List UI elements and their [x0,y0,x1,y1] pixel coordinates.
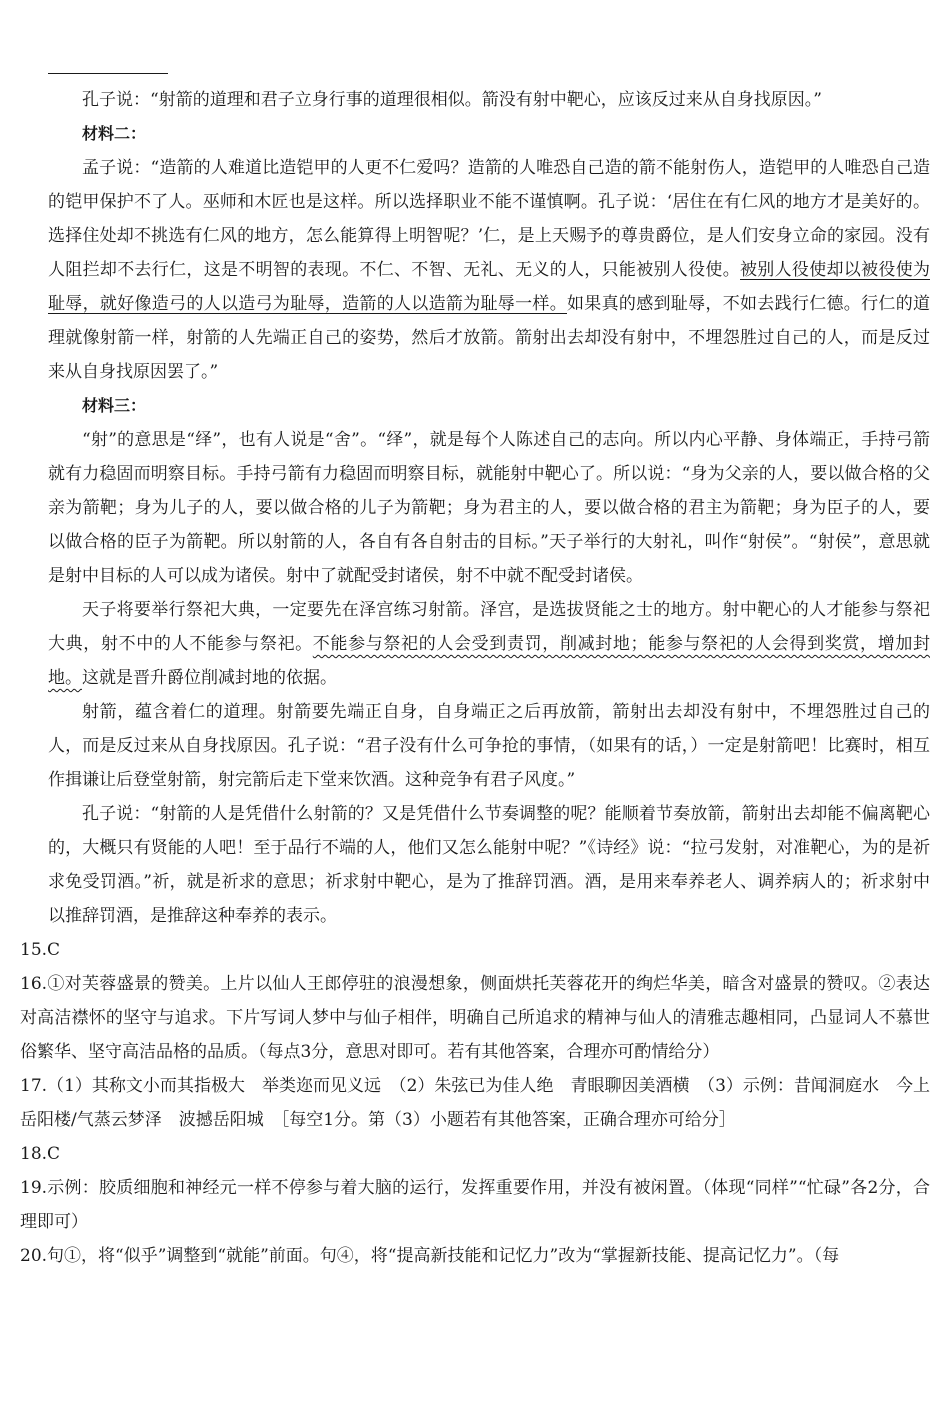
answer-text: 示例：胶质细胞和神经元一样不停参与着大脑的运行，发挥重要作用，并没有被闲置。（体现“同样”“忙碌”各2分，合理即可） [20,1178,930,1232]
answer-number: 15. [20,940,48,960]
material2-text-post: 如果真的感到耻辱，不如去践行仁德。行仁的道理就像射箭一样，射箭的人先端正自己的姿势，然后才放箭。箭射出去却没有射中，不埋怨胜过自己的人，而是反过来从自身找原因罢了。” [48,294,930,382]
material3-paragraph-1: “射”的意思是“绎”，也有人说是“舍”。“绎”，就是每个人陈述自己的志向。所以内心平静、身体端正，手持弓箭就有力稳固而明察目标。手持弓箭有力稳固而明察目标，就能射中靶心了。所以说：“身为父亲的人，要以做合格的父亲为箭靶；身为儿子的人，要以做合格的儿子为箭靶；身为君主的人，要以做合格的君主为箭靶；身为臣子的人，要以做合格的臣子为箭靶。所以射箭的人，各自有各自射击的目标。”天子举行的大射礼，叫作“射侯”。“射侯”，意思就是射中目标的人可以成为诸侯。射中了就配受封诸侯，射不中就不配受封诸侯。 [48,430,930,586]
material3-paragraph-3: 射箭，蕴含着仁的道理。射箭要先端正自身，自身端正之后再放箭，箭射出去却没有射中，不埋怨胜过自己的人，而是反过来从自身找原因。孔子说：“君子没有什么可争抢的事情，（如果有的话，）一定是射箭吧！比赛时，相互作揖谦让后登堂射箭，射完箭后走下堂来饮酒。这种竞争有君子风度。” [48,702,930,790]
answer-text: （1）其称文小而其指极大 举类迩而见义远 （2）朱弦已为佳人绝 青眼聊因美酒横 （3）示例：昔闻洞庭水 今上岳阳楼/气蒸云梦泽 波撼岳阳城 ［每空1分。第（3）小题若有其他答案，正确合理亦可给分］ [20,1076,930,1130]
answer-item-16 [20,967,930,1069]
material3-heading: 材料三： [82,396,147,415]
answer-item-19 [20,1171,930,1239]
answer-item-20 [20,1239,930,1273]
material3-paragraph-2 [48,593,930,695]
answer-text: C [47,1144,61,1164]
answer-number: 20. [20,1246,48,1266]
material2-text-pre: 孟子说：“造箭的人难道比造铠甲的人更不仁爱吗？造箭的人唯恐自己造的箭不能射伤人，造铠甲的人唯恐自己造的铠甲保护不了人。巫师和木匠也是这样。所以选择职业不能不谨慎啊。孔子说：‘居住在有仁风的地方才是美好的。选择住处却不挑选有仁风的地方，怎么能算得上明智呢？’仁，是上天赐予的尊贵爵位，是人们安身立命的家园。没有人阻拦却不去行仁，这是不明智的表现。不仁、不智、无礼、无义的人，只能被别人役使。 [48,158,930,280]
material1-closing-quote: 孔子说：“射箭的道理和君子立身行事的道理很相似。箭没有射中靶心，应该反过来从自身找原因。” [82,90,822,110]
answer-item-18 [20,1137,930,1171]
material3-p2-pre: 天子将要举行祭祀大典，一定要先在泽宫练习射箭。泽宫，是选拔贤能之士的地方。射中靶心的人才能参与祭祀大典，射不中的人不能参与祭祀。 [48,600,930,654]
answer-number: 16. [20,974,48,994]
material3-wavy-underlined-sentence: 不能参与祭祀的人会受到责罚，削减封地；能参与祭祀的人会得到奖赏，增加封地。 [48,634,930,688]
answer-number: 18. [20,1144,48,1164]
answer-number: 17. [20,1076,48,1096]
footnote-rule [48,73,168,74]
answer-text: 句①，将“似乎”调整到“就能”前面。句④，将“提高新技能和记忆力”改为“掌握新技能、提高记忆力”。（每 [47,1246,840,1266]
answer-list [20,933,930,1273]
answer-text: C [47,940,61,960]
material3-p2-post: 这就是晋升爵位削减封地的依据。 [82,668,337,688]
page-content [20,83,930,1273]
answer-number: 19. [20,1178,48,1198]
answer-item-17 [20,1069,930,1137]
material2-heading: 材料二： [82,124,147,143]
material2-paragraph [48,151,930,389]
material3-paragraph-4: 孔子说：“射箭的人是凭借什么射箭的？又是凭借什么节奏调整的呢？能顺着节奏放箭，箭射出去却能不偏离靶心的，大概只有贤能的人吧！至于品行不端的人，他们又怎么能射中呢？”《诗经》说：“拉弓发射，对准靶心，为的是祈求免受罚酒。”祈，就是祈求的意思；祈求射中靶心，是为了推辞罚酒。酒，是用来奉养老人、调养病人的；祈求射中以推辞罚酒，是推辞这种奉养的表示。 [48,804,930,926]
answer-text: ①对芙蓉盛景的赞美。上片以仙人王郎停驻的浪漫想象，侧面烘托芙蓉花开的绚烂华美，暗含对盛景的赞叹。②表达对高洁襟怀的坚守与追求。下片写词人梦中与仙子相伴，明确自己所追求的精神与仙人的清雅志趣相同，凸显词人不慕世俗繁华、坚守高洁品格的品质。（每点3分，意思对即可。若有其他答案，合理亦可酌情给分） [20,974,930,1062]
answer-item-15 [20,933,930,967]
material2-underlined-sentence: 被别人役使却以被役使为耻辱，就好像造弓的人以造弓为耻辱，造箭的人以造箭为耻辱一样。 [48,260,930,314]
